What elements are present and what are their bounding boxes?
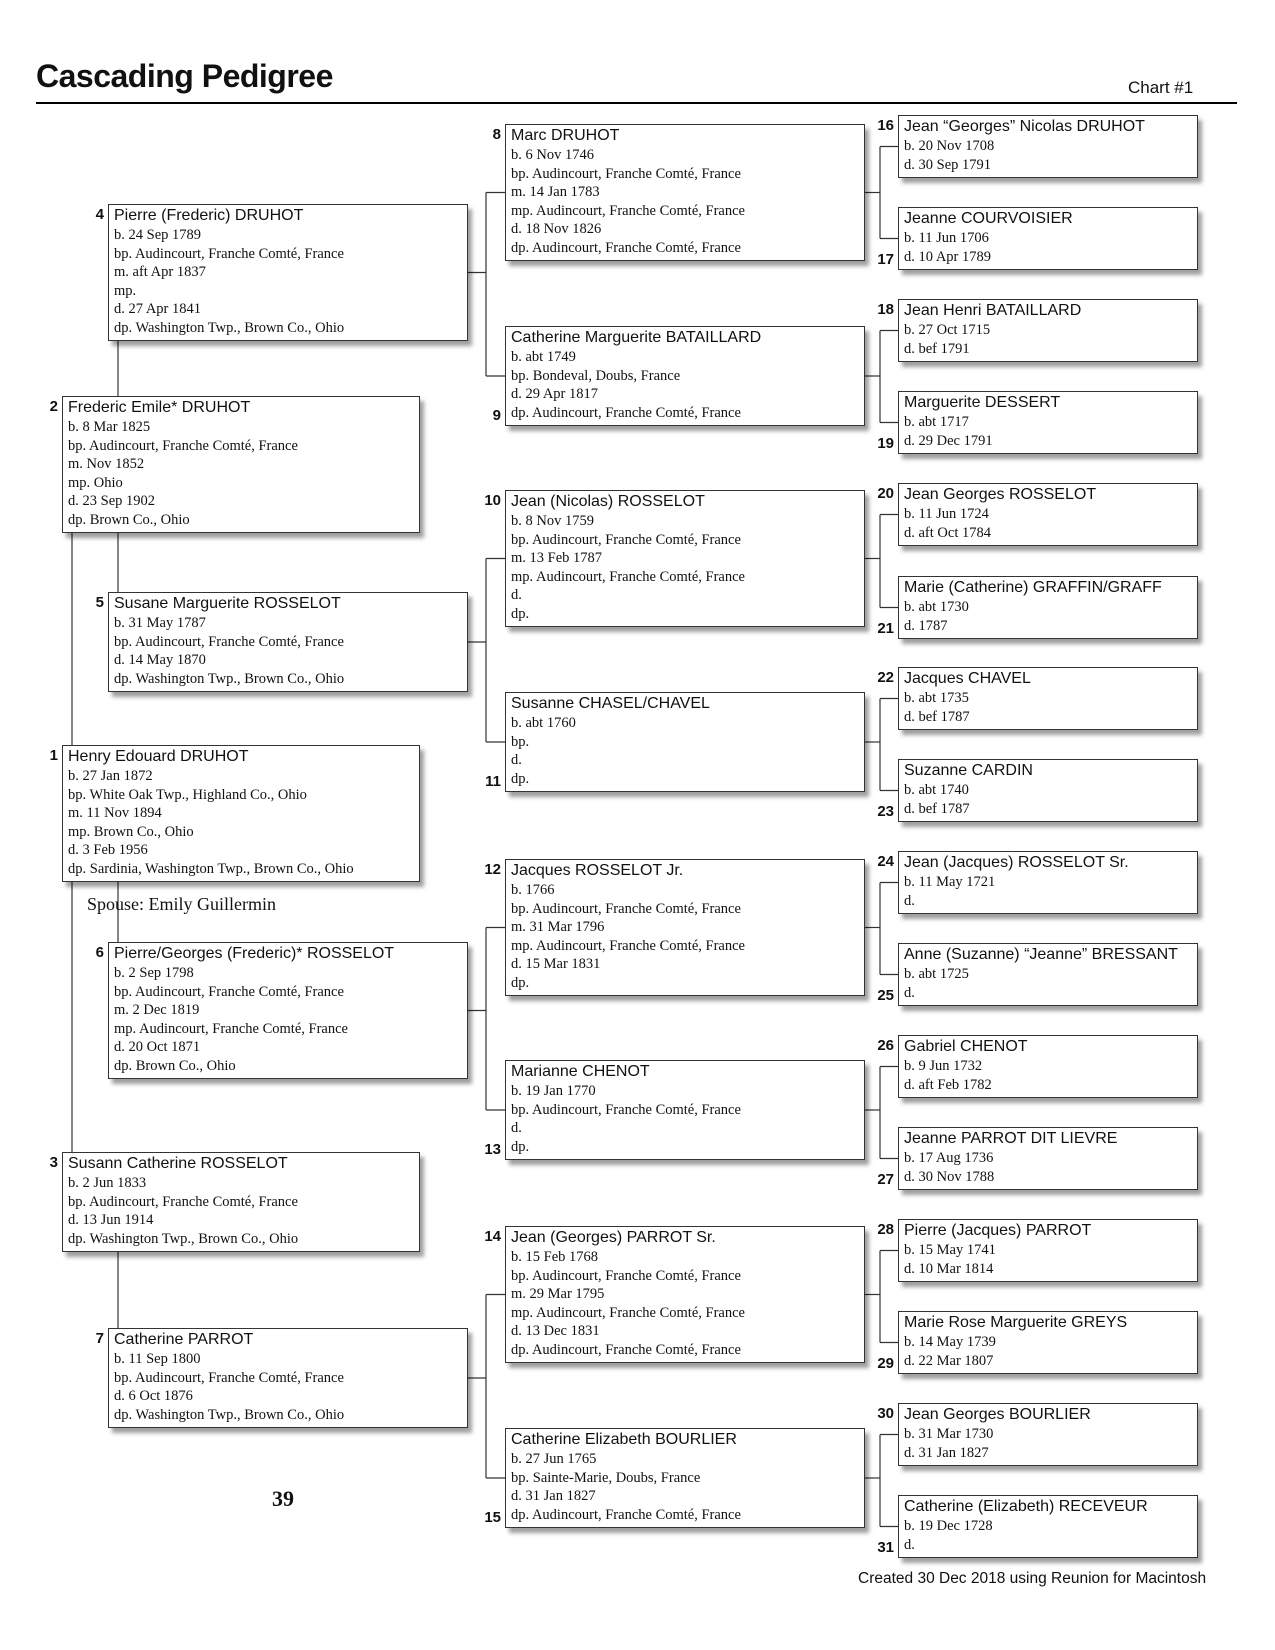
person-name: Catherine PARROT: [114, 1331, 254, 1348]
person-detail-line: d. 27 Apr 1841: [114, 301, 201, 317]
person-detail-line: d. bef 1787: [904, 708, 970, 725]
person-detail-line: d.: [904, 984, 915, 1001]
person-name: Catherine Marguerite BATAILLARD: [511, 329, 762, 346]
person-name: Susann Catherine ROSSELOT: [68, 1155, 288, 1172]
person-detail-line: d. 31 Jan 1827: [904, 1444, 989, 1461]
ahnentafel-number: 21: [877, 620, 894, 637]
person-box-5: [108, 592, 468, 692]
ahnentafel-number: 13: [484, 1141, 501, 1158]
person-name: Marguerite DESSERT: [904, 394, 1061, 411]
person-name: Jean (Nicolas) ROSSELOT: [511, 493, 705, 510]
person-detail-line: b. 27 Jan 1872: [68, 768, 153, 784]
ahnentafel-number: 19: [877, 435, 894, 452]
person-detail-line: b. 15 Feb 1768: [511, 1249, 598, 1265]
person-name: Jean (Georges) PARROT Sr.: [511, 1229, 716, 1246]
ahnentafel-number: 6: [95, 944, 104, 961]
ahnentafel-number: 27: [877, 1171, 894, 1188]
person-box-26: [898, 1035, 1198, 1098]
ahnentafel-number: 31: [877, 1539, 894, 1556]
person-detail-line: b. abt 1735: [904, 690, 969, 706]
person-detail-line: dp. Washington Twp., Brown Co., Ohio: [114, 670, 345, 687]
person-detail-line: d.: [511, 752, 522, 768]
ahnentafel-number: 22: [877, 669, 894, 686]
ahnentafel-number: 4: [95, 206, 104, 223]
person-detail-line: b. 1766: [511, 882, 555, 898]
person-detail-line: b. 19 Jan 1770: [511, 1083, 596, 1099]
person-detail-line: b. 8 Mar 1825: [68, 419, 151, 435]
person-detail-line: d. 18 Nov 1826: [511, 221, 602, 237]
person-detail-line: bp. Audincourt, Franche Comté, France: [114, 1369, 344, 1386]
person-detail-line: bp. Audincourt, Franche Comté, France: [511, 1101, 741, 1118]
person-box-16: [898, 115, 1198, 178]
person-detail-line: bp. Audincourt, Franche Comté, France: [511, 531, 741, 548]
person-box-29: [898, 1311, 1198, 1374]
person-detail-line: d. 10 Apr 1789: [904, 248, 991, 265]
person-detail-line: d. 13 Dec 1831: [511, 1323, 600, 1339]
person-name: Henry Edouard DRUHOT: [68, 748, 249, 765]
person-detail-line: bp. Audincourt, Franche Comté, France: [68, 437, 298, 454]
person-name: Jean Henri BATAILLARD: [904, 302, 1082, 319]
ahnentafel-number: 7: [95, 1330, 104, 1347]
person-detail-line: d. 23 Sep 1902: [68, 493, 155, 509]
person-name: Marianne CHENOT: [511, 1063, 650, 1080]
person-box-1: [62, 745, 420, 882]
ahnentafel-number: 8: [492, 126, 501, 143]
person-name: Frederic Emile* DRUHOT: [68, 399, 251, 416]
person-detail-line: m. aft Apr 1837: [114, 264, 206, 280]
person-detail-line: d. 29 Dec 1791: [904, 432, 993, 449]
person-detail-line: m. 14 Jan 1783: [511, 184, 600, 200]
person-detail-line: d.: [904, 892, 915, 909]
person-detail-line: dp. Audincourt, Franche Comté, France: [511, 1341, 741, 1358]
person-box-8: [505, 124, 865, 261]
person-detail-line: b. 6 Nov 1746: [511, 147, 594, 163]
person-name: Marc DRUHOT: [511, 127, 620, 144]
person-name: Jeanne PARROT DIT LIEVRE: [904, 1130, 1118, 1147]
person-detail-line: b. 9 Jun 1732: [904, 1058, 983, 1074]
person-detail-line: dp.: [511, 974, 530, 991]
person-box-22: [898, 667, 1198, 730]
person-detail-line: b. 11 Jun 1724: [904, 506, 989, 522]
person-detail-line: d. 10 Mar 1814: [904, 1260, 994, 1277]
person-detail-line: dp. Audincourt, Franche Comté, France: [511, 404, 741, 421]
ahnentafel-number: 16: [877, 117, 894, 134]
person-detail-line: d. aft Oct 1784: [904, 524, 991, 541]
ahnentafel-number: 23: [877, 803, 894, 820]
person-name: Gabriel CHENOT: [904, 1038, 1028, 1055]
person-detail-line: b. 31 Mar 1730: [904, 1426, 994, 1442]
person-detail-line: d. bef 1787: [904, 800, 970, 817]
person-detail-line: mp.: [114, 282, 137, 299]
person-detail-line: bp. Audincourt, Franche Comté, France: [114, 633, 344, 650]
person-detail-line: b. abt 1749: [511, 349, 576, 365]
person-detail-line: d. bef 1791: [904, 340, 970, 357]
person-detail-line: d. 13 Jun 1914: [68, 1212, 154, 1228]
person-box-30: [898, 1403, 1198, 1466]
person-detail-line: b. 2 Sep 1798: [114, 965, 194, 981]
person-box-24: [898, 851, 1198, 914]
person-detail-line: b. 20 Nov 1708: [904, 138, 995, 154]
person-detail-line: dp. Washington Twp., Brown Co., Ohio: [114, 319, 345, 336]
spouse-note: Spouse: Emily Guillermin: [87, 894, 276, 914]
person-detail-line: m. 29 Mar 1795: [511, 1286, 605, 1302]
person-detail-line: dp. Audincourt, Franche Comté, France: [511, 239, 741, 256]
person-box-19: [898, 391, 1198, 454]
person-detail-line: d.: [511, 587, 522, 603]
person-detail-line: b. 27 Oct 1715: [904, 322, 991, 338]
person-detail-line: m. 13 Feb 1787: [511, 550, 603, 566]
person-detail-line: d. 22 Mar 1807: [904, 1352, 994, 1369]
person-detail-line: b. abt 1725: [904, 966, 969, 982]
person-detail-line: dp.: [511, 770, 530, 787]
person-box-7: [108, 1328, 468, 1428]
person-name: Pierre (Frederic) DRUHOT: [114, 207, 304, 224]
person-detail-line: d. 1787: [904, 617, 948, 634]
ahnentafel-number: 10: [484, 492, 501, 509]
person-detail-line: b. abt 1730: [904, 599, 969, 615]
person-detail-line: bp. Audincourt, Franche Comté, France: [511, 1267, 741, 1284]
person-name: Jean “Georges” Nicolas DRUHOT: [904, 118, 1145, 135]
person-box-20: [898, 483, 1198, 546]
person-name: Jacques CHAVEL: [904, 670, 1031, 687]
person-detail-line: bp. Audincourt, Franche Comté, France: [511, 165, 741, 182]
person-detail-line: b. 8 Nov 1759: [511, 513, 594, 529]
ahnentafel-number: 24: [877, 853, 894, 870]
person-detail-line: b. 17 Aug 1736: [904, 1150, 994, 1166]
person-detail-line: dp. Washington Twp., Brown Co., Ohio: [68, 1230, 299, 1247]
person-name: Catherine Elizabeth BOURLIER: [511, 1431, 737, 1448]
chart-number: Chart #1: [1128, 78, 1194, 97]
person-detail-line: dp. Audincourt, Franche Comté, France: [511, 1506, 741, 1523]
person-detail-line: b. 19 Dec 1728: [904, 1518, 993, 1534]
person-name: Pierre/Georges (Frederic)* ROSSELOT: [114, 945, 395, 962]
ahnentafel-number: 11: [485, 773, 501, 790]
person-name: Catherine (Elizabeth) RECEVEUR: [904, 1498, 1148, 1515]
person-box-25: [898, 943, 1198, 1006]
person-detail-line: b. 11 Sep 1800: [114, 1351, 201, 1367]
person-detail-line: dp. Sardinia, Washington Twp., Brown Co., Ohio: [68, 860, 354, 877]
ahnentafel-number: 30: [877, 1405, 894, 1422]
person-detail-line: mp. Audincourt, Franche Comté, France: [511, 202, 745, 219]
person-detail-line: dp. Brown Co., Ohio: [68, 511, 190, 528]
person-detail-line: bp. White Oak Twp., Highland Co., Ohio: [68, 786, 307, 803]
person-detail-line: bp. Audincourt, Franche Comté, France: [114, 983, 344, 1000]
person-box-15: [505, 1428, 865, 1528]
person-name: Suzanne CARDIN: [904, 762, 1033, 779]
person-name: Marie Rose Marguerite GREYS: [904, 1314, 1128, 1331]
person-name: Anne (Suzanne) “Jeanne” BRESSANT: [904, 946, 1178, 963]
person-detail-line: b. 24 Sep 1789: [114, 227, 201, 243]
person-detail-line: dp. Brown Co., Ohio: [114, 1057, 236, 1074]
person-detail-line: mp. Audincourt, Franche Comté, France: [114, 1020, 348, 1037]
chart-title: Cascading Pedigree: [36, 58, 333, 94]
person-box-2: [62, 396, 420, 533]
person-detail-line: bp. Audincourt, Franche Comté, France: [511, 900, 741, 917]
ahnentafel-number: 1: [49, 747, 58, 764]
page-number: 39: [272, 1486, 294, 1511]
person-detail-line: b. 14 May 1739: [904, 1334, 996, 1350]
person-detail-line: b. 27 Jun 1765: [511, 1451, 597, 1467]
footer-credit: Created 30 Dec 2018 using Reunion for Macintosh: [858, 1570, 1207, 1587]
ahnentafel-number: 2: [49, 398, 58, 415]
person-box-31: [898, 1495, 1198, 1558]
person-detail-line: d. 14 May 1870: [114, 652, 206, 668]
person-box-3: [62, 1152, 420, 1252]
person-detail-line: b. abt 1760: [511, 715, 576, 731]
person-detail-line: mp. Audincourt, Franche Comté, France: [511, 1304, 745, 1321]
ahnentafel-number: 20: [877, 485, 894, 502]
person-detail-line: bp. Sainte-Marie, Doubs, France: [511, 1469, 701, 1486]
person-detail-line: d. 6 Oct 1876: [114, 1388, 193, 1404]
person-box-4: [108, 204, 468, 341]
person-box-18: [898, 299, 1198, 362]
person-detail-line: d. 30 Nov 1788: [904, 1168, 995, 1185]
ahnentafel-number: 5: [95, 594, 104, 611]
person-name: Marie (Catherine) GRAFFIN/GRAFF: [904, 579, 1162, 596]
person-detail-line: d.: [904, 1536, 915, 1553]
ahnentafel-number: 18: [877, 301, 894, 318]
ahnentafel-number: 29: [877, 1355, 894, 1372]
person-detail-line: dp.: [511, 1138, 530, 1155]
person-box-12: [505, 859, 865, 996]
person-name: Susane Marguerite ROSSELOT: [114, 595, 341, 612]
person-box-13: [505, 1060, 865, 1160]
ahnentafel-number: 28: [877, 1221, 894, 1238]
person-detail-line: m. 2 Dec 1819: [114, 1002, 200, 1018]
person-detail-line: d. 3 Feb 1956: [68, 842, 148, 858]
person-detail-line: mp. Audincourt, Franche Comté, France: [511, 937, 745, 954]
person-detail-line: bp. Audincourt, Franche Comté, France: [114, 245, 344, 262]
person-detail-line: b. 11 Jun 1706: [904, 230, 989, 246]
person-box-28: [898, 1219, 1198, 1282]
person-detail-line: b. abt 1740: [904, 782, 969, 798]
person-detail-line: b. 31 May 1787: [114, 615, 206, 631]
person-name: Pierre (Jacques) PARROT: [904, 1222, 1092, 1239]
ahnentafel-number: 25: [877, 987, 894, 1004]
person-detail-line: b. abt 1717: [904, 414, 969, 430]
person-box-27: [898, 1127, 1198, 1190]
ahnentafel-number: 9: [492, 407, 501, 424]
person-box-10: [505, 490, 865, 627]
person-detail-line: mp. Ohio: [68, 474, 123, 491]
person-detail-line: b. 11 May 1721: [904, 874, 996, 890]
person-box-21: [898, 576, 1198, 639]
person-detail-line: d. aft Feb 1782: [904, 1076, 992, 1093]
person-name: Jean Georges ROSSELOT: [904, 486, 1097, 503]
person-detail-line: bp. Bondeval, Doubs, France: [511, 367, 681, 384]
person-detail-line: m. 31 Mar 1796: [511, 919, 605, 935]
person-name: Jacques ROSSELOT Jr.: [511, 862, 684, 879]
person-detail-line: d.: [511, 1120, 522, 1136]
person-box-9: [505, 326, 865, 426]
person-detail-line: d. 30 Sep 1791: [904, 156, 991, 173]
person-detail-line: mp. Brown Co., Ohio: [68, 823, 194, 840]
person-box-11: [505, 692, 865, 792]
person-detail-line: mp. Audincourt, Franche Comté, France: [511, 568, 745, 585]
person-detail-line: bp.: [511, 733, 530, 750]
person-detail-line: d. 31 Jan 1827: [511, 1488, 596, 1504]
person-box-14: [505, 1226, 865, 1363]
ahnentafel-number: 17: [877, 251, 894, 268]
person-detail-line: d. 15 Mar 1831: [511, 956, 601, 972]
person-box-23: [898, 759, 1198, 822]
person-detail-line: dp. Washington Twp., Brown Co., Ohio: [114, 1406, 345, 1423]
person-detail-line: b. 15 May 1741: [904, 1242, 996, 1258]
person-detail-line: m. 11 Nov 1894: [68, 805, 162, 821]
person-box-6: [108, 942, 468, 1079]
person-name: Jeanne COURVOISIER: [904, 210, 1073, 227]
person-detail-line: bp. Audincourt, Franche Comté, France: [68, 1193, 298, 1210]
person-name: Jean (Jacques) ROSSELOT Sr.: [904, 854, 1129, 871]
person-detail-line: dp.: [511, 605, 530, 622]
person-detail-line: m. Nov 1852: [68, 456, 145, 472]
person-detail-line: d. 20 Oct 1871: [114, 1039, 201, 1055]
person-detail-line: d. 29 Apr 1817: [511, 386, 598, 402]
person-box-17: [898, 207, 1198, 270]
ahnentafel-number: 12: [484, 861, 501, 878]
person-name: Susanne CHASEL/CHAVEL: [511, 695, 710, 712]
ahnentafel-number: 3: [49, 1154, 58, 1171]
person-name: Jean Georges BOURLIER: [904, 1406, 1091, 1423]
ahnentafel-number: 14: [484, 1228, 501, 1245]
person-detail-line: b. 2 Jun 1833: [68, 1175, 147, 1191]
ahnentafel-number: 15: [484, 1509, 501, 1526]
ahnentafel-number: 26: [877, 1037, 894, 1054]
